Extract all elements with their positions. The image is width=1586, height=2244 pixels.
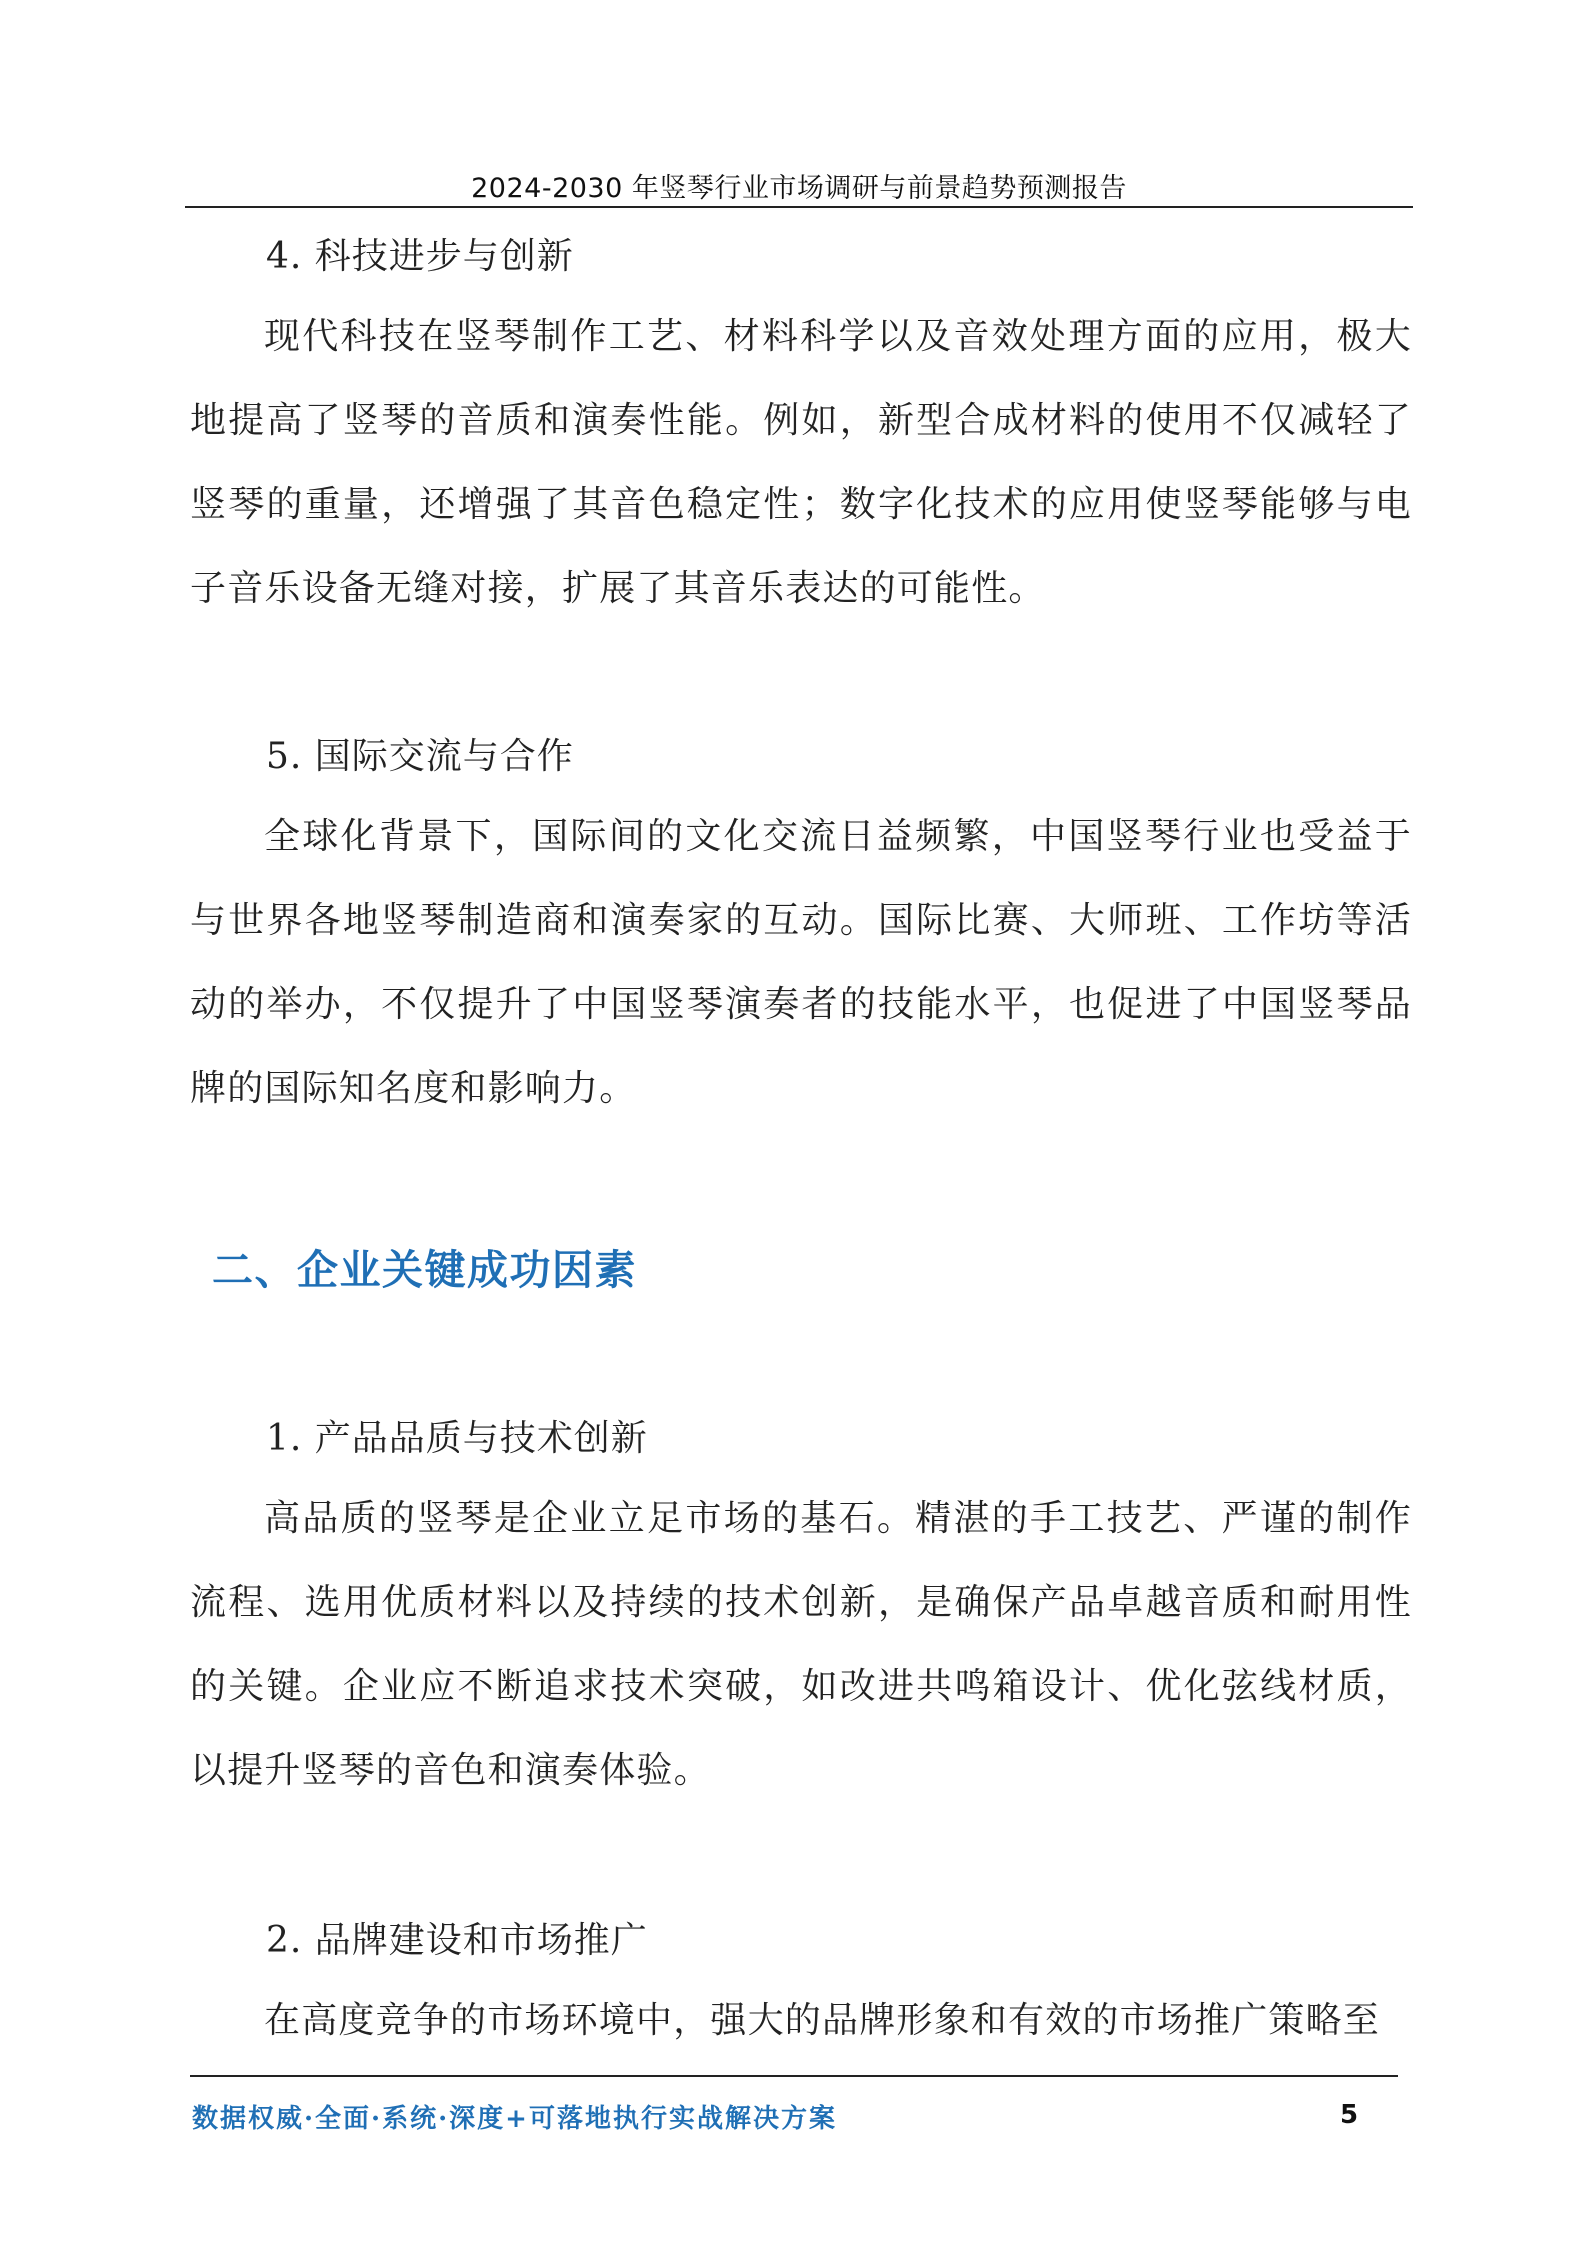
subheading-product-quality: 1. 产品品质与技术创新 xyxy=(266,1418,648,1459)
page-header xyxy=(185,162,1413,208)
paragraph-international-exchange: 全球化背景下，国际间的文化交流日益频繁，中国竖琴行业也受益于与世界各地竖琴制造商和演奏家的互动。国际比赛、大师班、工作坊等活动的举办，不仅提升了中国竖琴演奏者的技能水平，也促进了中国竖琴品牌的国际知名度和影响力。 xyxy=(190,816,1412,1109)
footer-slogan: 数据权威·全面·系统·深度+可落地执行实战解决方案 xyxy=(192,2104,837,2134)
subheading-tech-progress: 4. 科技进步与创新 xyxy=(266,236,574,277)
subheading-brand-building: 2. 品牌建设和市场推广 xyxy=(266,1920,648,1961)
subheading-international-exchange: 5. 国际交流与合作 xyxy=(266,736,574,777)
paragraph-brand-building: 在高度竞争的市场环境中，强大的品牌形象和有效的市场推广策略至 xyxy=(264,2000,1381,2041)
paragraph-product-quality: 高品质的竖琴是企业立足市场的基石。精湛的手工技艺、严谨的制作流程、选用优质材料以及持续的技术创新，是确保产品卓越音质和耐用性的关键。企业应不断追求技术突破，如改进共鸣箱设计、优化弦线材质，以提升竖琴的音色和演奏体验。 xyxy=(190,1498,1412,1791)
report-title: 2024-2030 年竖琴行业市场调研与前景趋势预测报告 xyxy=(471,173,1127,204)
section-heading-key-success-factors: 二、企业关键成功因素 xyxy=(212,1246,637,1294)
footer-divider xyxy=(190,2075,1398,2077)
paragraph-tech-progress: 现代科技在竖琴制作工艺、材料科学以及音效处理方面的应用，极大地提高了竖琴的音质和演奏性能。例如，新型合成材料的使用不仅减轻了竖琴的重量，还增强了其音色稳定性；数字化技术的应用使竖琴能够与电子音乐设备无缝对接，扩展了其音乐表达的可能性。 xyxy=(190,316,1412,609)
page-number: 5 xyxy=(1340,2100,1359,2130)
